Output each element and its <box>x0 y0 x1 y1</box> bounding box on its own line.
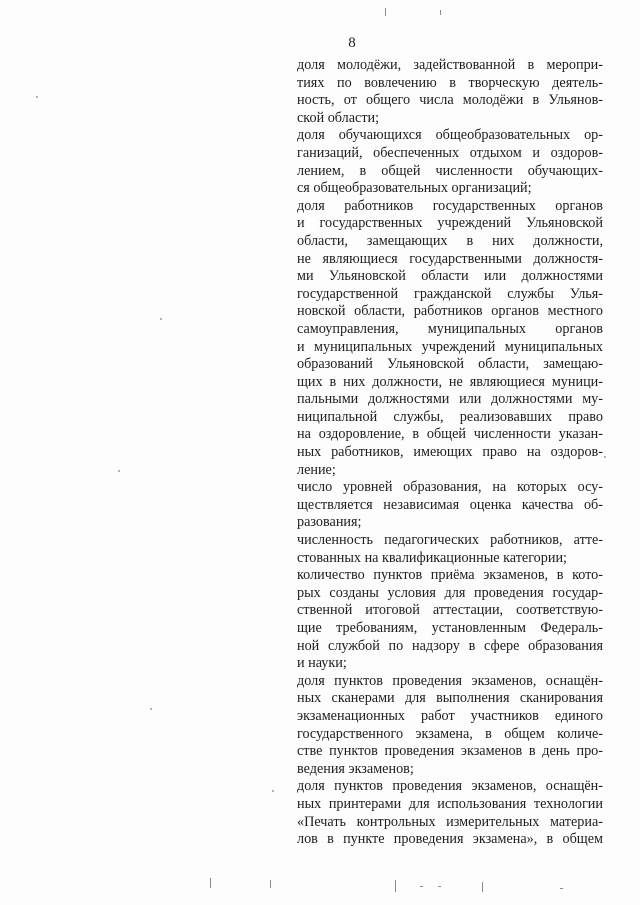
text-line: и государственных учреждений Ульяновской <box>297 215 603 232</box>
scan-speck <box>150 708 152 710</box>
text-line: тиях по вовлечению в творческую деятель- <box>297 74 603 91</box>
text-line: доля работников государственных органов <box>297 197 603 214</box>
text-line: ведения экзаменов; <box>297 760 414 777</box>
text-line: численность педагогических работников, атте- <box>297 532 603 549</box>
text-line: ственной итоговой аттестации, соответствую- <box>297 602 603 619</box>
scan-mark <box>270 880 271 888</box>
scan-mark <box>438 886 441 887</box>
scan-mark <box>420 886 423 887</box>
text-line: ных принтерами для использования технологии <box>297 795 603 812</box>
body-text <box>297 57 603 849</box>
text-line: доля молодёжи, задействованной в меропри- <box>297 57 603 73</box>
text-line: государственного экзамена, в общем количе- <box>297 725 603 742</box>
text-line: пальными должностями или должностями му- <box>297 391 603 408</box>
text-line: ществляется независимая оценка качества об- <box>297 496 603 513</box>
text-line: ных работников, имеющих право на оздоров- <box>297 444 603 461</box>
text-line: разования; <box>297 514 362 531</box>
scan-speck <box>272 790 274 792</box>
scan-mark <box>440 10 441 15</box>
scan-speck <box>160 318 162 320</box>
text-line: «Печать контрольных измерительных материа- <box>297 813 603 830</box>
scan-speck <box>604 456 606 458</box>
text-line: щих в них должности, не являющиеся муници- <box>297 373 603 390</box>
text-line: стованных на квалификационные категории; <box>297 549 567 566</box>
text-line: ных сканерами для выполнения сканирования <box>297 690 603 707</box>
text-line: лов в пункте проведения экзамена», в общем <box>297 831 603 848</box>
text-line: ление; <box>297 461 336 478</box>
scan-speck <box>36 96 38 98</box>
text-line: области, замещающих в них должности, <box>297 232 603 249</box>
scan-mark <box>560 888 563 889</box>
text-line: стве пунктов проведения экзаменов в день про- <box>297 743 603 760</box>
text-line: новской области, работников органов местного <box>297 303 603 320</box>
text-line: государственной гражданской службы Улья- <box>297 285 603 302</box>
text-line: ми Ульяновской области или должностями <box>297 268 603 285</box>
scan-mark <box>210 878 211 888</box>
text-line: количество пунктов приёма экзаменов, в кото- <box>297 567 603 584</box>
text-line: щие требованиям, установленным Федераль- <box>297 620 603 636</box>
scan-mark <box>482 882 483 892</box>
text-line: ся общеобразовательных организаций; <box>297 180 532 197</box>
text-line: доля пунктов проведения экзаменов, оснащён- <box>297 672 603 689</box>
text-line: ской области; <box>297 109 380 126</box>
page-number: 8 <box>348 35 356 51</box>
scan-mark <box>385 8 386 16</box>
text-line: рых созданы условия для проведения государ- <box>297 584 603 601</box>
scan-mark <box>395 880 396 892</box>
text-line: ной службой по надзору в сфере образования <box>297 637 603 654</box>
text-line: доля пунктов проведения экзаменов, оснащён- <box>297 778 603 795</box>
text-line: число уровней образования, на которых осу- <box>297 479 603 496</box>
text-line: не являющиеся государственными должностя- <box>297 250 603 267</box>
text-line: на оздоровление, в общей численности указан- <box>297 426 603 443</box>
text-line: ниципальной службы, реализовавших право <box>297 408 603 425</box>
text-line: ганизаций, обеспеченных отдыхом и оздоров- <box>297 144 603 161</box>
text-line: ность, от общего числа молодёжи в Ульянов- <box>297 92 603 109</box>
text-line: самоуправления, муниципальных органов <box>297 320 603 337</box>
text-line: и науки; <box>297 655 347 672</box>
scan-speck <box>118 470 120 472</box>
text-line: экзаменационных работ участников единого <box>297 707 603 724</box>
text-line: образований Ульяновской области, замещаю- <box>297 356 603 373</box>
text-line: доля обучающихся общеобразовательных ор- <box>297 127 603 144</box>
text-line: лением, в общей численности обучающих- <box>297 162 603 179</box>
text-line: и муниципальных учреждений муниципальных <box>297 338 603 355</box>
